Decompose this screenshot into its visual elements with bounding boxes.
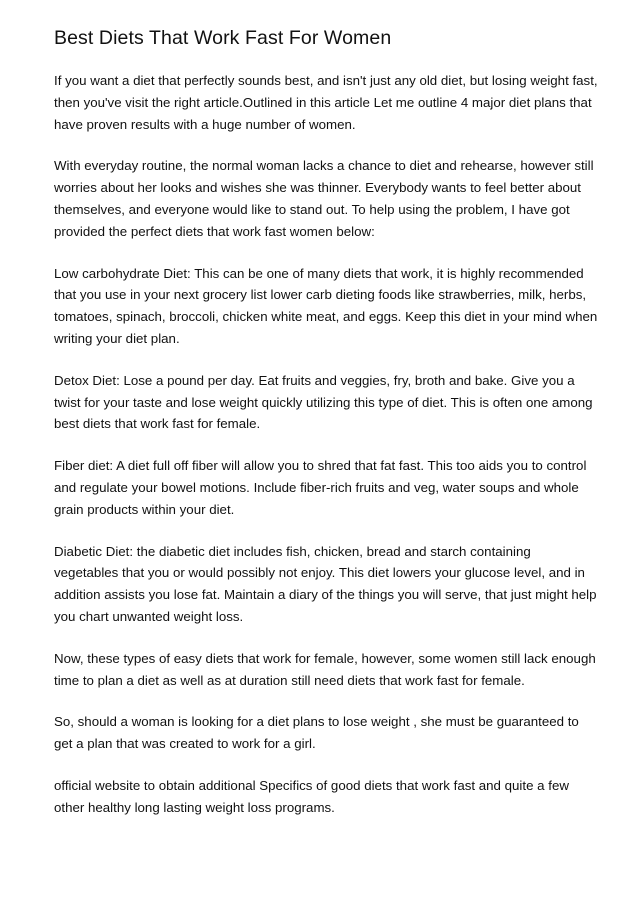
paragraph-fiber-diet: Fiber diet: A diet full off fiber will allow you to shred that fat fast. This too aids you to control and regulate your bowel motions. Include fiber-rich fruits and veg, water soups and whole grain products within your diet. [54, 458, 587, 517]
paragraph-guaranteed-plan: So, should a woman is looking for a diet plans to lose weight , she must be guaranteed to get a plan that was created to work for a girl. [54, 714, 579, 752]
paragraph-detox-diet: Detox Diet: Lose a pound per day. Eat fruits and veggies, fry, broth and bake. Give you a twist for your taste and lose weight quickly utilizing this type of diet. This is often one among best diets that work fast for female. [54, 372, 593, 432]
paragraph-official-website: official website to obtain additional Specifics of good diets that work fast and quite a few other healthy long lasting weight loss programs. [54, 777, 569, 815]
document-title: Best Diets That Work Fast For Women [54, 27, 392, 49]
paragraph-low-carb-diet: Low carbohydrate Diet: This can be one of many diets that work, it is highly recommended that you use in your next grocery list lower carb dieting foods like strawberries, milk, herbs, tomatoes, spinach, broccoli, chicken white meat, and eggs. Keep this diet in your mind when writing your diet plan. [54, 265, 598, 346]
paragraph-everyday-routine: With everyday routine, the normal woman lacks a chance to diet and rehearse, however still worries about her looks and wishes she was thinner. Everybody wants to feel better about themselves, and everyone would like to stand out. To help using the problem, I have got provided the perfect diets that work fast women below: [54, 158, 594, 239]
paragraph-easy-diets: Now, these types of easy diets that work for female, however, some women still lack enough time to plan a diet as well as at duration still need diets that work fast for female. [54, 650, 596, 688]
paragraph-intro: If you want a diet that perfectly sounds best, and isn't just any old diet, but losing weight fast, then you've visit the right article.Outlined in this article Let me outline 4 major diet plans that have proven results with a huge number of women. [54, 73, 598, 132]
paragraph-diabetic-diet: Diabetic Diet: the diabetic diet includes fish, chicken, bread and starch containing vegetables that you or would possibly not enjoy. This diet lowers your glucose level, and in addition assists you lose fat. Maintain a diary of the things you will serve, that just might help you chart unwanted weight loss. [54, 543, 597, 624]
